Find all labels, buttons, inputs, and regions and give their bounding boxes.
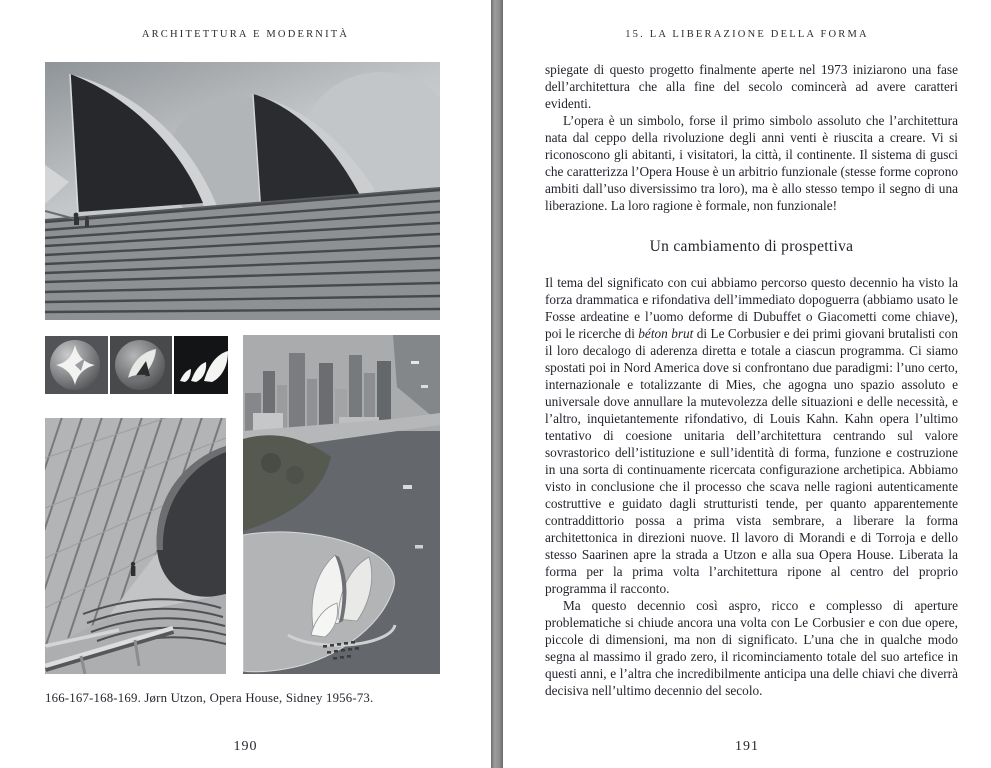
paragraph-text-segment: di Le Corbusier e dei primi giovani brutalisti con il loro decalogo di aderenza diretta e totale a ciascun programma. Ci siamo spostati poi in Nord America dove si confrontano due paradigmi: l’uno certo, internazionale e totalizzante di Mies, che agogna uno spazio assoluto e universale dove annullare la mutevolezza delle situazioni e delle necessità, e l’altro, inquietantemente rifondativo, di Louis Kahn. Kahn opera l’ultimo tentativo di coesione unitaria dell’architettura centrando sul valore sovrastorico dell’istituzione e sull’identità di forma, funzione e costruzione in una sorta di continuamente ricercata configurazione archetipica. Abbiamo visto in conclusione che il processo che scava nelle ragioni autenticamente costruttive e guidato dagli strutturisti tende, per quanto apparentemente contraddittorio possa a prima vista sembrare, a liberare la forma architettonica in direzioni nuove. Il lavoro di Morandi e di Torroja e dello stesso Saarinen apre la strada a Utzon e alla sua Opera House. Liberata la forma per la prima volta l’architettura ripone al centro del proprio programma il racconto. <box>545 326 958 596</box>
book-spine <box>491 0 503 768</box>
figure-sails-logo <box>174 336 228 394</box>
section-heading: Un cambiamento di prospettiva <box>649 238 854 255</box>
sails-logo-illustration <box>174 336 228 394</box>
body-text-column <box>545 61 958 699</box>
left-page-number: 190 <box>233 739 258 754</box>
figure-aerial-photo <box>243 335 440 674</box>
figure-strip-geometry-studies <box>45 336 228 394</box>
paragraph-tema-significato <box>545 274 958 597</box>
paragraph-continuation: spiegate di questo progetto finalmente aperte nel 1973 iniziarono una fase dell’architettura che alla fine del secolo comincerà ad avere caratteri evidenti. <box>545 62 958 111</box>
sphere-study-1-illustration <box>45 336 108 394</box>
paragraph-decennio: Ma questo decennio così aspro, ricco e complesso di aperture problematiche si chiude ancora una volta con Le Corbusier e con due opere, piccole di dimensioni, ma non di significato. L’una che in qualche modo segna al massimo il grado zero, il ricominciamento totale del suo artefice in questi anni, e l’altra che incredibilmente anticipa una delle chiavi che diverrà decisiva nell’ultimo decennio del secolo. <box>545 598 958 698</box>
figure-interior-photo <box>45 418 226 674</box>
right-page-number: 191 <box>735 739 759 754</box>
aerial-view-illustration <box>243 335 440 674</box>
italic-term-beton-brut: béton brut <box>638 326 694 341</box>
figure-sphere-study-1 <box>45 336 108 394</box>
opera-house-shells-illustration <box>45 62 440 320</box>
right-running-header: 15. LA LIBERAZIONE DELLA FORMA <box>625 29 869 40</box>
figure-caption: 166-167-168-169. Jørn Utzon, Opera House, Sidney 1956-73. <box>45 691 374 705</box>
figure-sphere-study-2 <box>110 336 172 394</box>
paragraph-text-segment: Il tema del significato con cui abbiamo percorso questo decennio ha visto la forza drammatica e rifondativa dell’immediato dopoguerra (abbiamo usato le Fosse ardeatine e l’uomo deforme di Dubuffet o Giacometti come chiave), poi le ricerche di <box>545 275 958 341</box>
left-running-header: ARCHITETTURA E MODERNITÀ <box>141 29 350 40</box>
figure-opera-house-shells-photo <box>45 62 440 320</box>
paragraph-opera-simbolo: L’opera è un simbolo, forse il primo simbolo assoluto che l’architettura nata dal ceppo della rivoluzione degli anni venti è riuscita a creare. Vi si riconoscono gli abitanti, i visitatori, la città, il continente. Il sistema di gusci che caratterizza l’Opera House è un arbitrio funzionale (stesse forme coprono ambiti dall’uso diversissimo tra loro), ma è allo stesso tempo il segno di una liberazione. La loro ragione è formale, non funzionale! <box>545 113 958 213</box>
sphere-study-2-illustration <box>110 336 172 394</box>
interior-illustration <box>45 418 226 674</box>
